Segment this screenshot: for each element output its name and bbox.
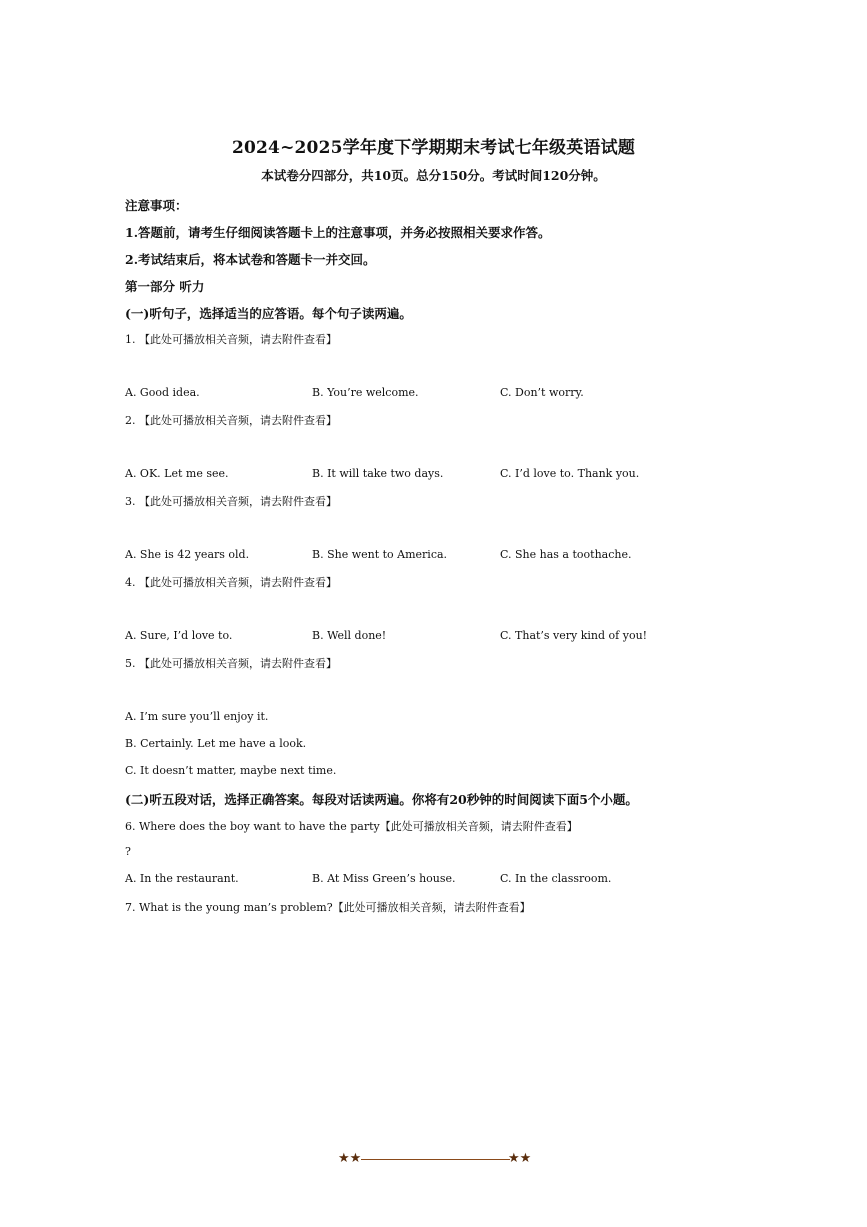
question-prompt-6: 6. Where does the boy want to have the party【此处可播放相关音频，请去附件查看】 [125,820,578,833]
q2-option-a: A. OK. Let me see. [125,467,229,480]
question-prompt-1: 1. 【此处可播放相关音频，请去附件查看】 [125,333,337,346]
q1-option-b: B. You’re welcome. [312,386,419,399]
question-prompt-2: 2. 【此处可播放相关音频，请去附件查看】 [125,414,337,427]
page-footer-ornament [338,1150,533,1168]
q4-option-c: C. That’s very kind of you! [500,629,648,642]
question-prompt-3: 3. 【此处可播放相关音频，请去附件查看】 [125,495,337,508]
note-item-2: 2.考试结束后，将本试卷和答题卡一并交回。 [125,252,376,267]
footer-stars-left: ★★ [338,1151,362,1166]
exam-title: 2024~2025学年度下学期期末考试七年级英语试题 [231,138,636,158]
q1-option-c: C. Don’t worry. [500,386,584,399]
note-item-1: 1.答题前，请考生仔细阅读答题卡上的注意事项，并务必按照相关要求作答。 [125,225,551,240]
q3-option-a: A. She is 42 years old. [125,548,250,561]
q1-option-a: A. Good idea. [125,386,200,399]
q4-option-b: B. Well done! [312,629,387,642]
q6-option-b: B. At Miss Green’s house. [312,872,456,885]
footer-rule [361,1159,510,1160]
exam-subtitle: 本试卷分四部分，共10页。总分150分。考试时间120分钟。 [261,168,606,183]
q5-option-b: B. Certainly. Let me have a look. [125,737,307,750]
q6-option-a: A. In the restaurant. [125,872,239,885]
q4-option-a: A. Sure, I’d love to. [125,629,233,642]
question-prompt-5: 5. 【此处可播放相关音频，请去附件查看】 [125,657,337,670]
question-prompt-4: 4. 【此处可播放相关音频，请去附件查看】 [125,576,337,589]
section-heading-2: (二)听五段对话，选择正确答案。每段对话读两遍。你将有20秒钟的时间阅读下面5个小题。 [125,792,638,807]
part-heading: 第一部分 听力 [125,279,205,294]
q5-option-a: A. I’m sure you’ll enjoy it. [125,710,269,723]
footer-stars-right: ★★ [508,1151,532,1166]
section-heading-1: (一)听句子，选择适当的应答语。每个句子读两遍。 [125,306,412,321]
question-prompt-7: 7. What is the young man’s problem?【此处可播放相关音频，请去附件查看】 [125,901,531,914]
q2-option-b: B. It will take two days. [312,467,444,480]
notes-heading: 注意事项： [125,198,188,213]
q2-option-c: C. I’d love to. Thank you. [500,467,640,480]
q3-option-c: C. She has a toothache. [500,548,632,561]
q5-option-c: C. It doesn’t matter, maybe next time. [125,764,337,777]
q6-option-c: C. In the classroom. [500,872,612,885]
question-mark-6: ? [125,845,131,858]
q3-option-b: B. She went to America. [312,548,448,561]
